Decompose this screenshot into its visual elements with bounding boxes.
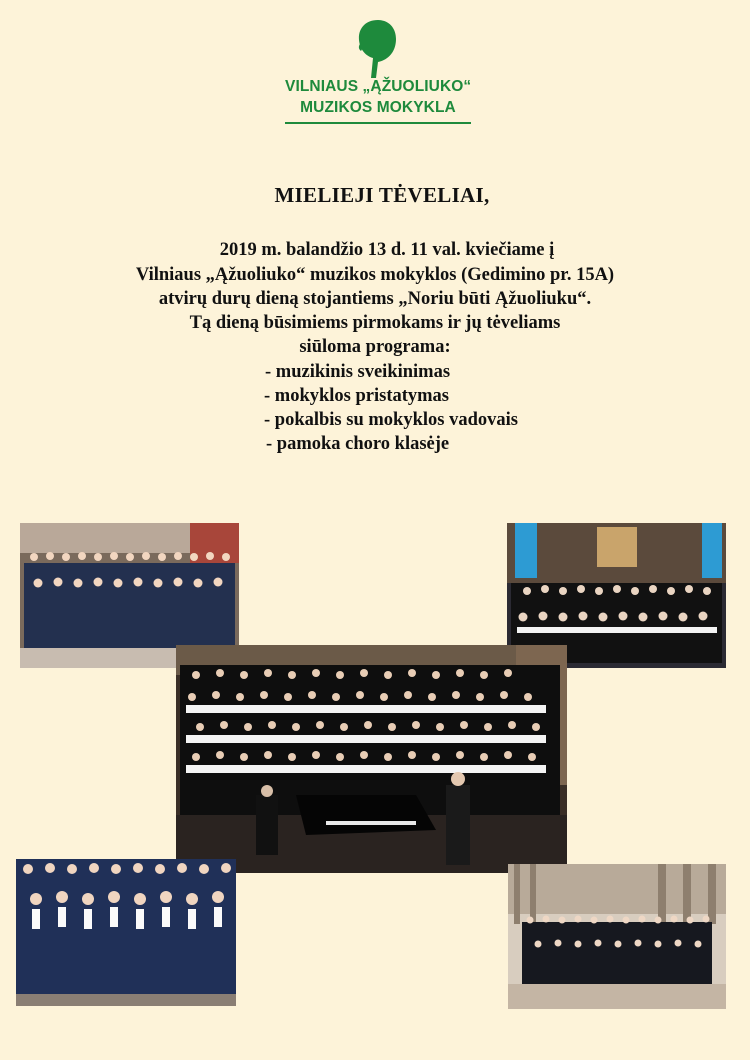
intro-line-1: 2019 m. balandžio 13 d. 11 val. kviečiame į <box>219 240 555 260</box>
logo-divider <box>285 122 471 124</box>
intro-line-4: Tą dieną būsimiems pirmokams ir jų tėveliams <box>189 313 561 333</box>
intro-line-2: Vilniaus „Ąžuoliuko“ muzikos mokyklos (Gedimino pr. 15A) <box>135 265 615 285</box>
choir-photo-center <box>176 645 567 873</box>
program-item-1: - muzikinis sveikinimas <box>265 362 451 382</box>
page-heading: MIELIEJI TĖVELIAI, <box>274 183 490 207</box>
school-logo <box>285 18 471 126</box>
program-item-2: - mokyklos pristatymas <box>264 386 450 406</box>
logo-text-line-1: VILNIAUS „ĄŽUOLIUKO“ <box>285 78 472 95</box>
program-item-4: - pamoka choro klasėje <box>266 434 450 454</box>
oak-head-silhouette-icon <box>356 18 400 80</box>
intro-line-3: atvirų durų dieną stojantiems „Noriu būti Ąžuoliuku“. <box>158 289 592 309</box>
program-item-3: - pokalbis su mokyklos vadovais <box>264 410 518 430</box>
choir-photo-bottom-left <box>16 859 236 1006</box>
choir-photo-bottom-right <box>508 864 726 1009</box>
logo-text-line-2: MUZIKOS MOKYKLA <box>300 99 456 116</box>
intro-line-5: siūloma programa: <box>299 337 451 357</box>
